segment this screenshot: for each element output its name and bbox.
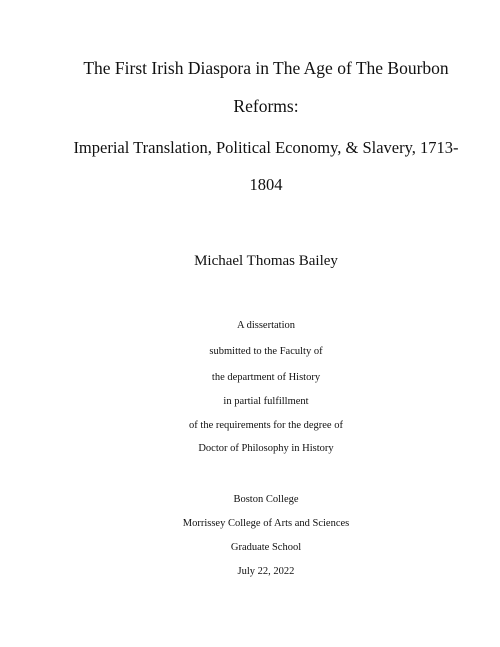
date-line: July 22, 2022 — [237, 566, 295, 577]
institution-line: Boston College — [233, 494, 299, 505]
statement-line: in partial fulfillment — [223, 396, 309, 407]
institution-line: Graduate School — [230, 542, 302, 553]
subtitle-line-2: 1804 — [249, 175, 283, 194]
title-line-1: The First Irish Diaspora in The Age of The Bourbon — [83, 58, 449, 78]
statement-line: the department of History — [211, 372, 321, 383]
statement-line: of the requirements for the degree of — [189, 420, 343, 431]
author-name: Michael Thomas Bailey — [194, 253, 338, 269]
subtitle-line-1: Imperial Translation, Political Economy, & Slavery, 1713- — [73, 138, 459, 157]
statement-line: submitted to the Faculty of — [209, 346, 323, 357]
title-line-2: Reforms: — [233, 96, 299, 116]
statement-line: Doctor of Philosophy in History — [198, 443, 334, 454]
institution-line: Morrissey College of Arts and Sciences — [182, 518, 350, 529]
statement-line: A dissertation — [236, 320, 296, 331]
